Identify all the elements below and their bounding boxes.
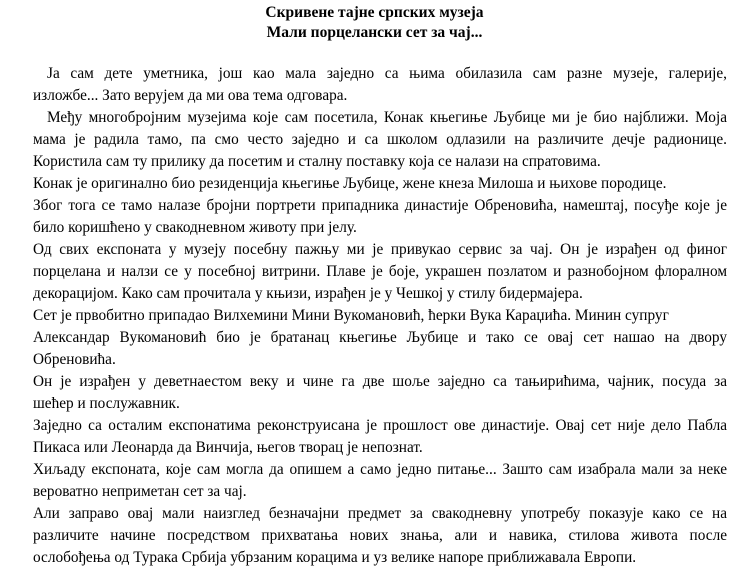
text-line: Александар Вукомановић био је братанац књегиње Љубице и тако се овај сет нашао на двору [33,329,727,346]
page-title: Скривене тајне српских музеја [265,4,484,21]
text-line: Обреновића. [33,351,116,368]
text-line: порцелана и налзи се у посебној витрини. Плаве је боје, украшен позлатом и разнобојном флоралном [33,263,727,280]
text-line: Али заправо овај мали наизглед безначајни предмет за свакодневну употребу показује како се на [33,505,727,522]
text-line: било коришћено у свакодневном животу при јелу. [33,219,357,236]
page-subtitle: Мали порцелански сет за чај... [266,24,483,41]
text-line: Сет је првобитно припадао Вилхемини Мини Вукомановић, ћерки Вука Караџића. Минин супруг [33,307,669,324]
text-line: Међу многобројним музејима које сам посетила, Конак књегиње Љубице ми је био најближи. Моја [47,109,727,126]
text-line: различите начине посредством прихватања нових знања, али и навика, стилова живота после [33,527,727,544]
text-line: Ја сам дете уметника, још као мала заједно са њима обилазила сам разне музеје, галерије, [47,65,727,82]
text-line: мама је радила тамо, па смо често заједно и са школом одлазили на различите дечје радионице. [33,131,727,148]
text-line: Користила сам ту прилику да посетим и сталну поставку која се налази на спратовима. [33,153,601,170]
text-line: Он је израђен у деветнаестом веку и чине га две шоље заједно са тањирићима, чајник, посуда за [33,373,727,390]
text-line: декорацијом. Како сам прочитала у књизи, израђен је у Чешкој у стилу бидермајера. [33,285,583,302]
text-line: вероватно неприметан сет за чај. [33,483,247,500]
text-line: Пикаса или Леонарда да Винчија, његов творац је непознат. [33,439,423,456]
text-line: Хиљаду експоната, које сам могла да опишем а само једно питање... Зашто сам изабрала мали за неке [33,461,727,478]
text-line: Заједно са осталим експонатима реконструисана је прошлост ове династије. Овај сет није дело Пабла [33,417,727,434]
text-line: изложбе... Зато верујем да ми ова тема одговара. [33,87,348,104]
text-line: Због тога се тамо налазе бројни портрети припадника династије Обреновића, намештај, посуђе које је [33,197,727,214]
text-line: Конак је оригинално био резиденција књегиње Љубице, жене кнеза Милоша и њихове породице. [33,175,667,192]
text-line: ослобођења од Турака Србија убрзаним корацима и уз велике напоре приближавала Европи. [33,549,637,566]
text-line: Од свих експоната у музеју посебну пажњу ми је привукао сервис за чај. Он је израђен од финог [33,241,727,258]
text-line: шећер и послужавник. [33,395,180,412]
